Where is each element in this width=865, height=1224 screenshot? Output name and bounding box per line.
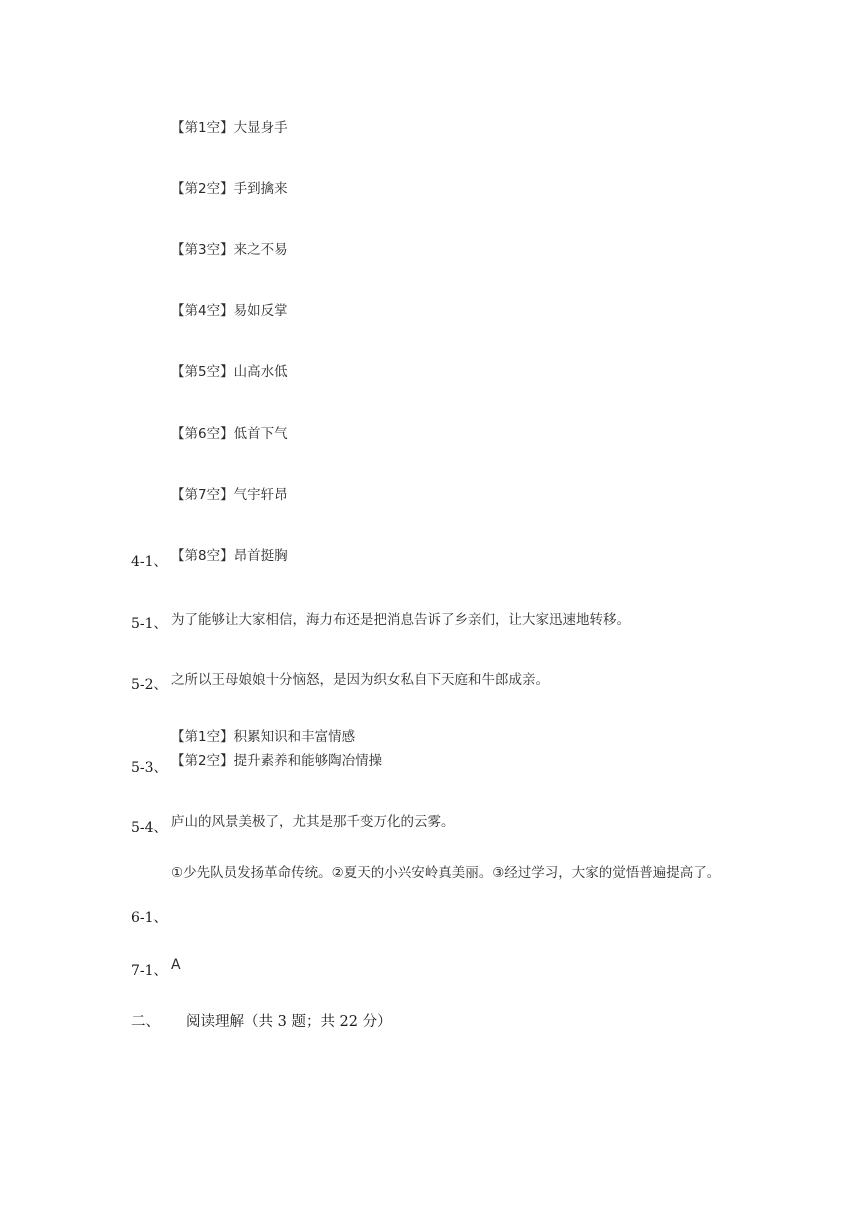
section-number: 二、 xyxy=(131,1014,160,1030)
section-title: 阅读理解（共 3 题；共 22 分） xyxy=(186,1014,392,1030)
item-number-5-2: 5-2、 xyxy=(131,677,168,693)
blank-3-answer: 【第3空】来之不易 xyxy=(171,242,288,258)
answer-6-1: ①少先队员发扬革命传统。②夏天的小兴安岭真美丽。③经过学习，大家的觉悟普遍提高了。 xyxy=(171,865,721,881)
item-number-5-3: 5-3、 xyxy=(131,760,168,776)
blank-6-answer: 【第6空】低首下气 xyxy=(171,426,288,442)
blank-7-answer: 【第7空】气宇轩昂 xyxy=(171,487,288,503)
item-number-4-1: 4-1、 xyxy=(131,554,168,570)
section-heading xyxy=(131,1015,392,1030)
blank-8-answer: 【第8空】昂首挺胸 xyxy=(171,548,288,564)
answer-7-1: A xyxy=(171,957,181,973)
blank-4-answer: 【第4空】易如反掌 xyxy=(171,303,288,319)
answer-5-2: 之所以王母娘娘十分恼怒，是因为织女私自下天庭和牛郎成亲。 xyxy=(171,672,549,688)
blank-2-answer: 【第2空】手到擒来 xyxy=(171,181,288,197)
answer-5-3-blank-2: 【第2空】提升素养和能够陶冶情操 xyxy=(171,753,383,769)
answer-5-1: 为了能够让大家相信，海力布还是把消息告诉了乡亲们，让大家迅速地转移。 xyxy=(171,612,630,628)
item-number-5-4: 5-4、 xyxy=(131,820,168,836)
item-number-5-1: 5-1、 xyxy=(131,616,168,632)
blank-1-answer: 【第1空】大显身手 xyxy=(171,120,288,136)
answer-5-4: 庐山的风景美极了，尤其是那千变万化的云雾。 xyxy=(171,814,455,830)
item-number-6-1: 6-1、 xyxy=(131,910,168,926)
item-number-7-1: 7-1、 xyxy=(131,963,168,979)
blank-5-answer: 【第5空】山高水低 xyxy=(171,364,288,380)
answer-5-3-blank-1: 【第1空】积累知识和丰富情感 xyxy=(171,729,356,745)
